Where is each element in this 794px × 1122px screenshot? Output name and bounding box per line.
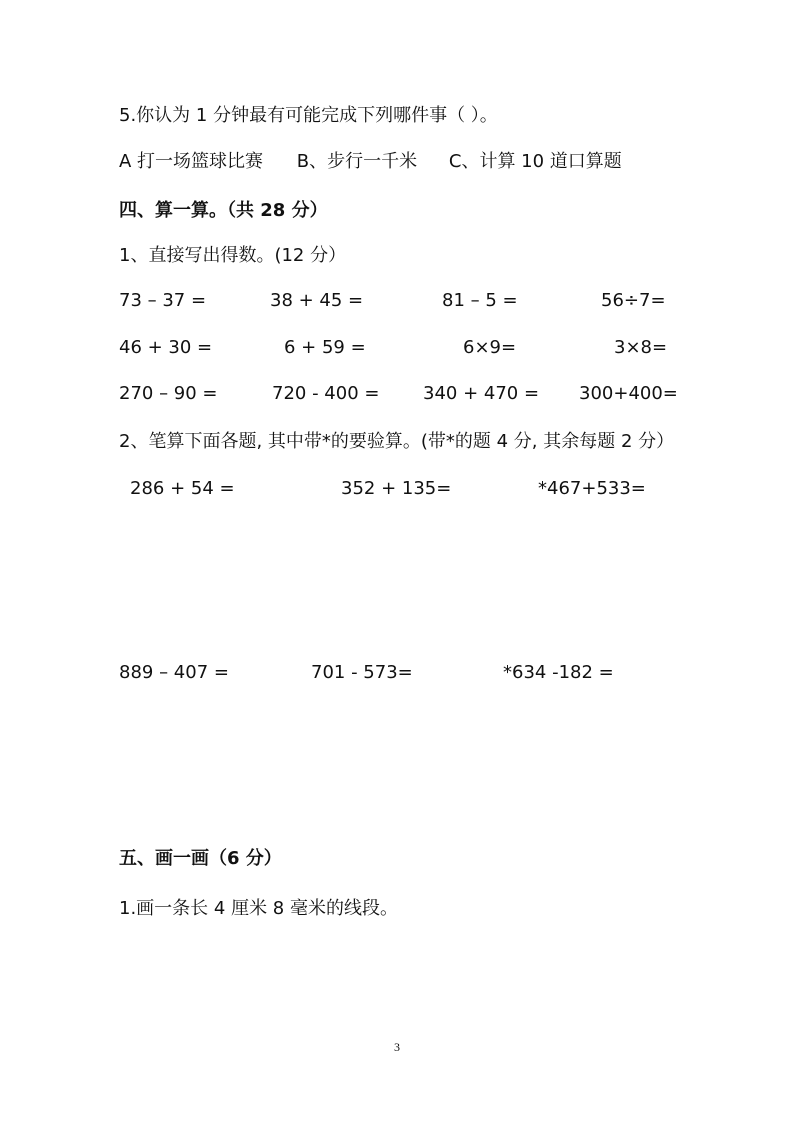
section-5-question-1: 1.画一条长 4 厘米 8 毫米的线段。 (119, 898, 398, 919)
section-4-title: 四、算一算。（共 28 分） (119, 200, 328, 221)
section-4-part-2-title: 2、笔算下面各题, 其中带*的要验算。(带*的题 4 分, 其余每题 2 分） (119, 431, 675, 452)
written-calc-3: *467+533= (538, 478, 646, 499)
page-number: 3 (394, 1040, 400, 1054)
section-5-title: 五、画一画（6 分） (119, 848, 282, 869)
oral-calc-3: 81 – 5 = (442, 290, 518, 311)
oral-calc-7: 6×9= (463, 337, 517, 358)
oral-calc-2: 38 + 45 = (270, 290, 364, 311)
option-a: A 打一场篮球比赛 (119, 151, 264, 172)
option-c: C、计算 10 道口算题 (448, 151, 622, 172)
oral-calc-11: 340 + 470 = (423, 383, 540, 404)
question-5: 5.你认为 1 分钟最有可能完成下列哪件事（ ）。 (119, 105, 498, 126)
oral-calc-8: 3×8= (614, 337, 668, 358)
written-calc-4: 889 – 407 = (119, 662, 229, 683)
question-5-options (119, 150, 622, 174)
written-calc-6: *634 -182 = (503, 662, 614, 683)
oral-calc-9: 270 – 90 = (119, 383, 218, 404)
option-b: B、步行一千米 (296, 151, 418, 172)
written-calc-5: 701 - 573= (311, 662, 413, 683)
written-calc-2: 352 + 135= (341, 478, 452, 499)
section-4-part-1-title: 1、直接写出得数。(12 分） (119, 245, 347, 266)
written-calc-1: 286 + 54 = (130, 478, 235, 499)
oral-calc-5: 46 + 30 = (119, 337, 213, 358)
oral-calc-4: 56÷7= (601, 290, 666, 311)
oral-calc-1: 73 – 37 = (119, 290, 207, 311)
oral-calc-6: 6 + 59 = (284, 337, 366, 358)
oral-calc-10: 720 - 400 = (272, 383, 380, 404)
oral-calc-12: 300+400= (579, 383, 678, 404)
